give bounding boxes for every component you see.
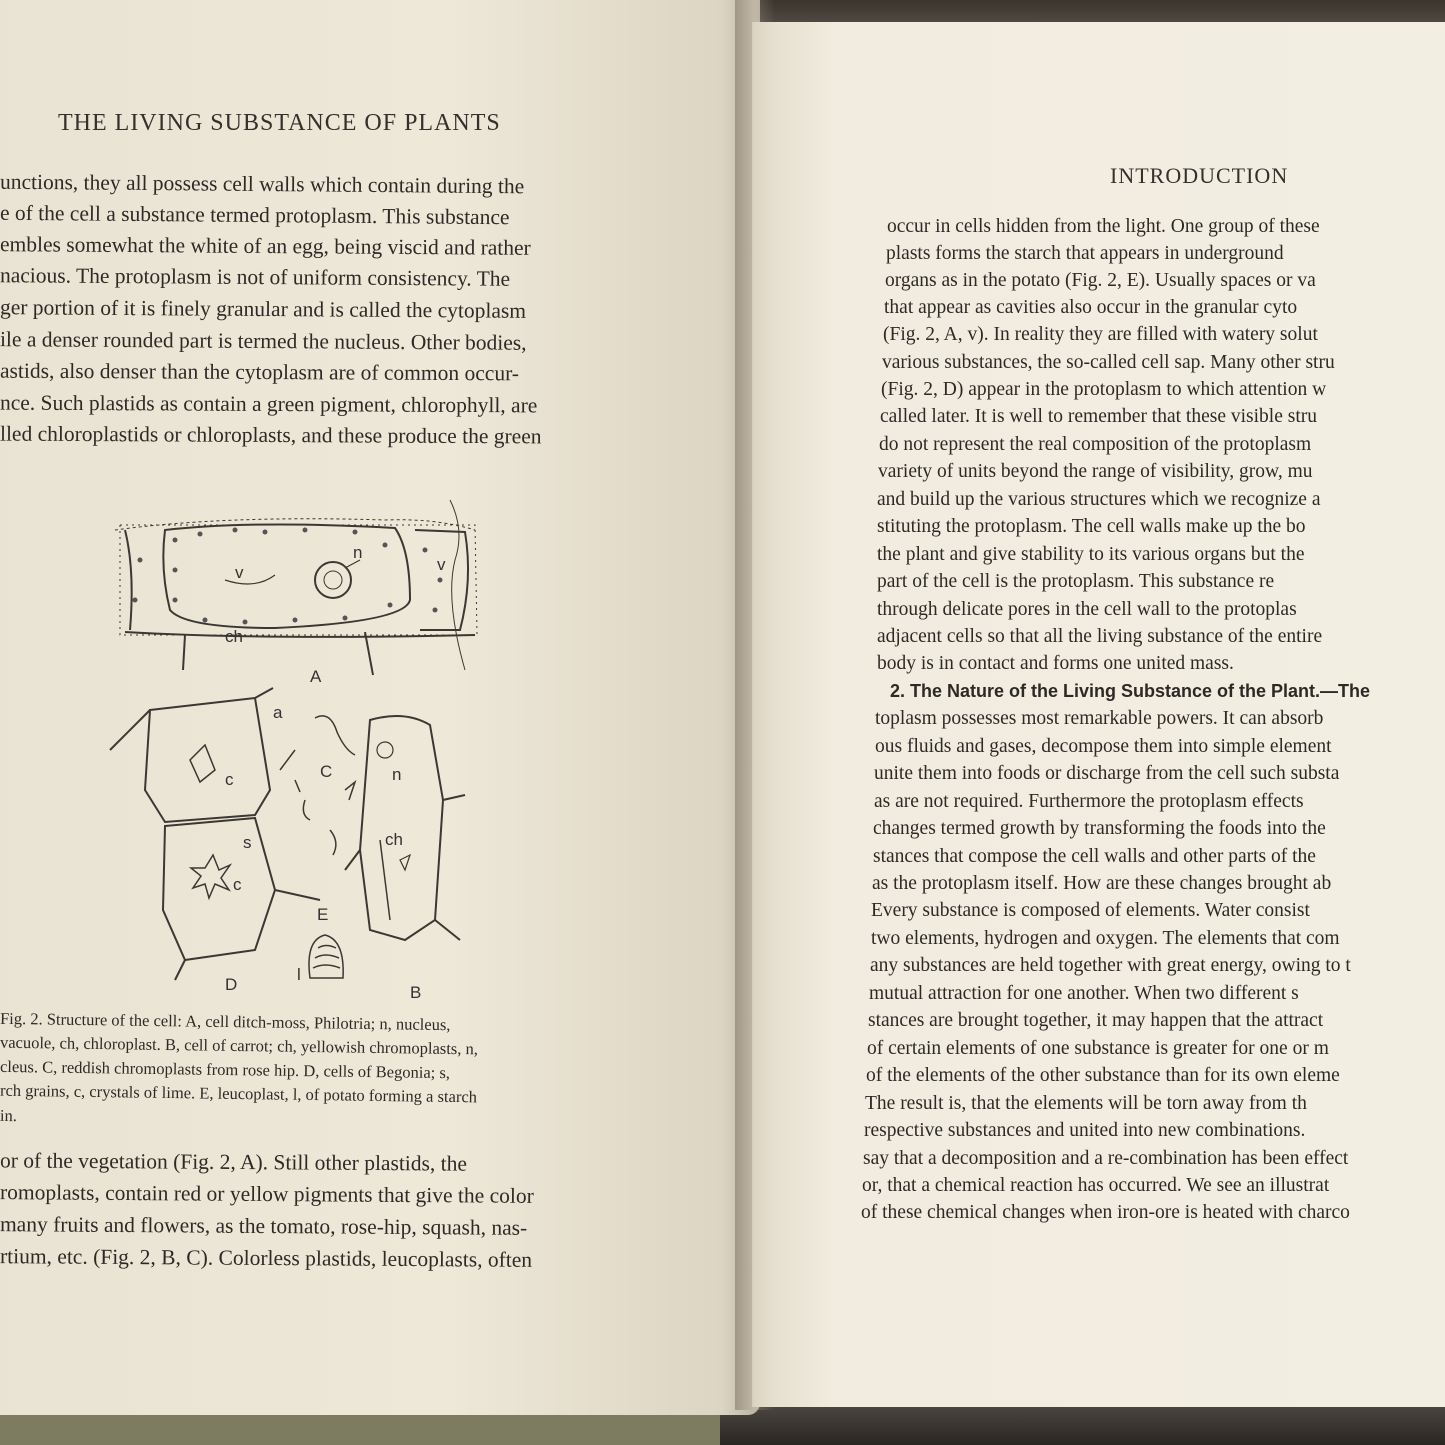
figure-panel-d [110, 688, 320, 980]
figure-panel-a [115, 500, 477, 675]
text-line: many fruits and flowers, as the tomato, rose-hip, squash, nas- [0, 1212, 528, 1240]
figure-granules-a [133, 528, 443, 625]
text-line: as the protoplasm itself. How are these changes brought ab [872, 873, 1332, 894]
text-line: two elements, hydrogen and oxygen. The elements that com [871, 928, 1340, 949]
text-line: stances that compose the cell walls and other parts of the [873, 846, 1316, 867]
figure-panel-c [280, 716, 355, 855]
text-line: stances are brought together, it may happen that the attract [868, 1010, 1324, 1031]
text-line: or of the vegetation (Fig. 2, A). Still other plastids, the [0, 1148, 468, 1176]
text-line: Every substance is composed of elements. Water consist [871, 900, 1310, 921]
figure-label: n [392, 765, 402, 784]
left-running-head: THE LIVING SUBSTANCE OF PLANTS [58, 110, 501, 136]
figure-label: ch [385, 830, 403, 849]
text-line: adjacent cells so that all the living substance of the entire [877, 626, 1323, 647]
text-line: unite them into foods or discharge from the cell such substa [874, 763, 1340, 784]
text-line: romoplasts, contain red or yellow pigments that give the color [0, 1180, 534, 1208]
figure-label: v [437, 555, 446, 574]
text-line: of these chemical changes when iron-ore is heated with charco [861, 1202, 1350, 1223]
caption-line: in. [0, 1105, 18, 1126]
figure-label: E [317, 905, 329, 924]
figure-label: D [225, 975, 238, 994]
text-line: called later. It is well to remember that these visible stru [880, 406, 1317, 427]
caption-line: Fig. 2. Structure of the cell: A, cell ditch-moss, Philotria; n, nucleus, [0, 1008, 451, 1035]
text-line: or, that a chemical reaction has occurred. We see an illustrat [862, 1175, 1330, 1196]
text-line: variety of units beyond the range of visibility, grow, mu [878, 461, 1313, 482]
text-line: unctions, they all possess cell walls which contain during the [0, 169, 525, 199]
text-line: as are not required. Furthermore the protoplasm effects [874, 791, 1304, 812]
text-line: plasts forms the starch that appears in underground [886, 243, 1284, 264]
text-line: say that a decomposition and a re-combination has been effect [863, 1148, 1349, 1169]
book-gutter [735, 0, 775, 1410]
text-line: do not represent the real composition of the protoplasm [879, 434, 1312, 455]
text-line: embles somewhat the white of an egg, being viscid and rather [0, 232, 531, 260]
text-line: ger portion of it is finely granular and is called the cytoplasm [0, 295, 527, 323]
text-line: any substances are held together with great energy, owing to t [870, 955, 1351, 976]
text-line: e of the cell a substance termed protoplasm. This substance [0, 200, 510, 230]
text-line: part of the cell is the protoplasm. This substance re [877, 571, 1275, 592]
figure-label: a [273, 703, 283, 722]
text-line: organs as in the potato (Fig. 2, E). Usually spaces or va [885, 270, 1316, 291]
cell-structure-figure [105, 470, 505, 1010]
text-line: the plant and give stability to its various organs but the [877, 544, 1305, 565]
figure-label: c [225, 770, 234, 789]
caption-line: vacuole, ch, chloroplast. B, cell of carrot; ch, yellowish chromoplasts, n, [0, 1032, 479, 1059]
figure-panel-e [309, 935, 343, 978]
text-line: The result is, that the elements will be torn away from th [865, 1093, 1307, 1114]
text-line: of certain elements of one substance is greater for one or m [867, 1038, 1329, 1059]
text-line: of the elements of the other substance than for its own eleme [866, 1065, 1340, 1086]
figure-panel-b [345, 716, 465, 940]
text-line: through delicate pores in the cell wall to the protoplas [877, 599, 1297, 620]
text-line: nacious. The protoplasm is not of uniform consistency. The [0, 263, 511, 291]
text-line: stituting the protoplasm. The cell walls make up the bo [877, 516, 1306, 537]
text-line: (Fig. 2, D) appear in the protoplasm to which attention w [881, 379, 1327, 400]
text-line: ile a denser rounded part is termed the nucleus. Other bodies, [0, 327, 527, 355]
text-line: body is in contact and forms one united mass. [877, 653, 1234, 674]
text-line: that appear as cavities also occur in the granular cyto [884, 297, 1298, 318]
text-line: nce. Such plastids as contain a green pigment, chlorophyll, are [0, 390, 538, 418]
text-line: (Fig. 2, A, v). In reality they are filled with watery solut [883, 324, 1318, 345]
text-line: respective substances and united into new combinations. [864, 1120, 1306, 1141]
text-line: rtium, etc. (Fig. 2, B, C). Colorless plastids, leucoplasts, often [0, 1244, 533, 1272]
text-line: mutual attraction for one another. When two different s [869, 983, 1299, 1004]
figure-label: s [243, 833, 252, 852]
text-line: and build up the various structures which we recognize a [877, 489, 1321, 510]
figure-label: c [233, 875, 242, 894]
figure-label: B [410, 983, 422, 1002]
text-line: astids, also denser than the cytoplasm are of common occur- [0, 358, 520, 386]
text-line: lled chloroplastids or chloroplasts, and these produce the green [0, 421, 542, 449]
text-line: ous fluids and gases, decompose them into simple element [875, 736, 1332, 757]
right-running-head: INTRODUCTION [1110, 163, 1289, 188]
caption-line: rch grains, c, crystals of lime. E, leucoplast, l, of potato forming a starch [0, 1080, 478, 1107]
text-line: occur in cells hidden from the light. One group of these [887, 216, 1320, 237]
caption-line: cleus. C, reddish chromoplasts from rose hip. D, cells of Begonia; s, [0, 1056, 451, 1083]
figure-label: v [235, 563, 244, 582]
text-line: toplasm possesses most remarkable powers. It can absorb [875, 708, 1324, 729]
section-heading: 2. The Nature of the Living Substance of the Plant.—The [890, 681, 1371, 701]
figure-label: l [297, 965, 301, 984]
figure-label: C [320, 762, 333, 781]
figure-label: ch [225, 627, 243, 646]
text-line: various substances, the so-called cell sap. Many other stru [882, 352, 1335, 373]
figure-label: A [310, 667, 322, 686]
figure-label: n [353, 543, 363, 562]
text-line: changes termed growth by transforming the foods into the [873, 818, 1326, 839]
